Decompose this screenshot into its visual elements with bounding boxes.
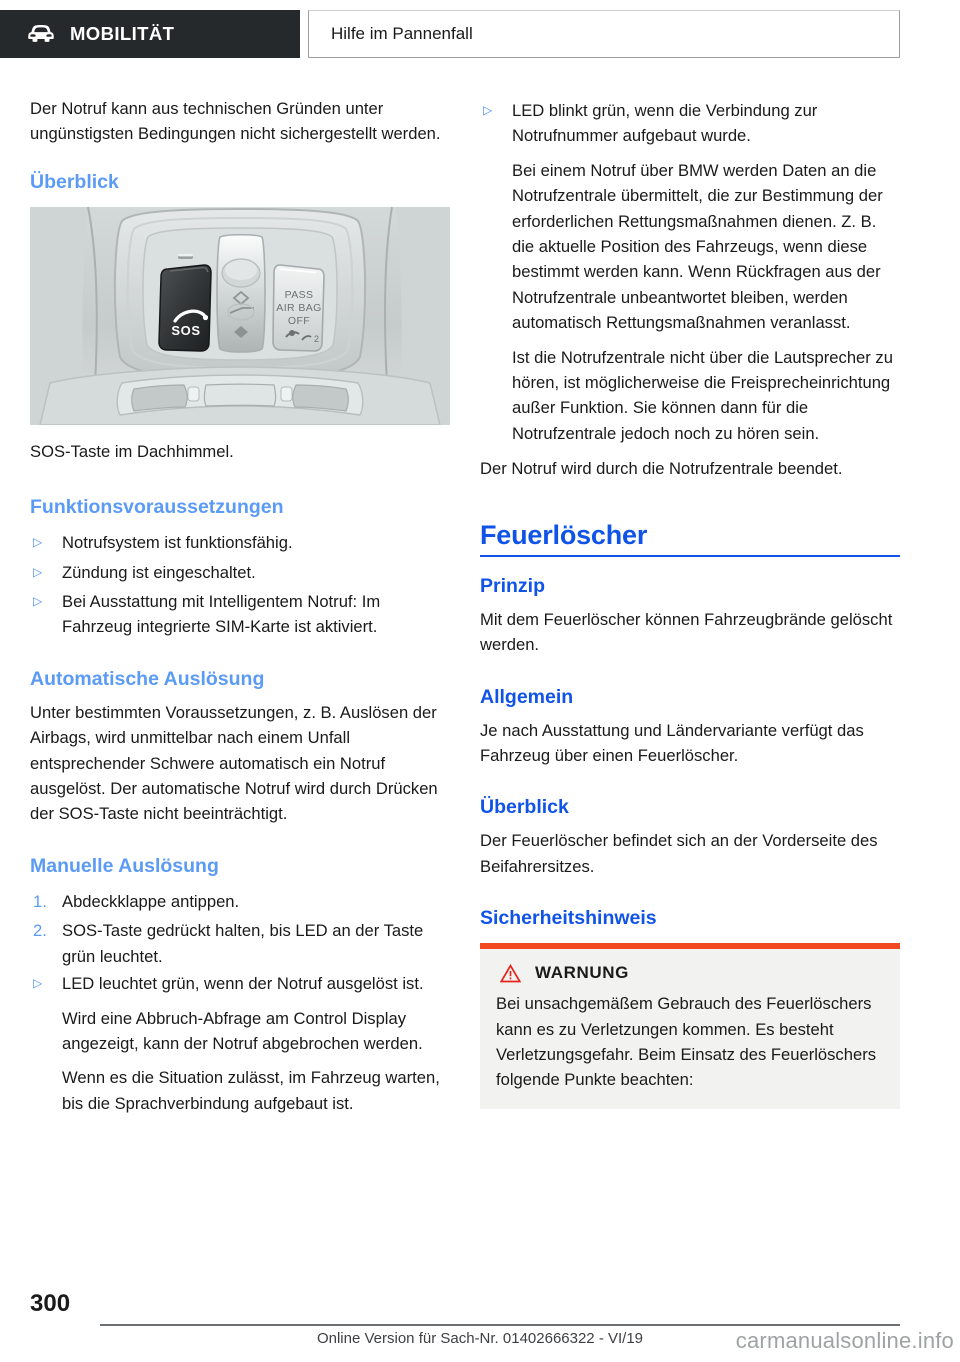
closing-paragraph: Der Notruf wird durch die Notrufzentrale beendet. — [480, 459, 843, 479]
prerequisites-list — [30, 530, 450, 640]
automatic-paragraph: Unter bestimmten Voraussetzungen, z. B. Auslösen der Airbags, wird unmittelbar nach einem Unfall entsprechender Schwere automatisch ein Notruf ausgelöst. Der automatische Notruf wird durch Drücken der SOS-Taste nicht beeinträchtigt. — [30, 702, 438, 824]
list-item — [480, 98, 900, 149]
sos-button-label: SOS — [171, 322, 201, 338]
list-item-text: Abdeckklappe antippen. — [62, 891, 240, 911]
list-item — [30, 530, 450, 555]
list-item-text: LED leuchtet grün, wenn der Notruf ausgelöst ist. — [62, 974, 424, 994]
list-item — [30, 560, 450, 585]
passenger-airbag-label-line3: OFF — [287, 314, 311, 327]
heading-prinzip: Prinzip — [480, 574, 546, 597]
list-item-text: Bei einem Notruf über BMW werden Daten an die Notrufzentrale übermittelt, die zur Bestimmung der erforderlichen Rettungsmaßnahmen dienen. Z. B. die aktuelle Position des Fahrzeugs, wenn diese bestimmt werden kann. Wenn Rückfragen aus der Notrufzentrale unbeantwortet bleiben, werden automatisch Rettungsmaßnahmen veranlasst. — [512, 160, 883, 333]
list-item — [30, 1065, 450, 1116]
passenger-airbag-label-line2: AIR BAG — [276, 301, 322, 314]
general-paragraph: Je nach Ausstattung und Ländervariante verfügt das Fahrzeug über einen Feuerlöscher. — [480, 720, 864, 765]
figure-sos-taste — [30, 207, 450, 425]
triangle-bullet-icon: ▷ — [33, 564, 43, 579]
list-item — [480, 158, 900, 336]
warning-title: WARNUNG — [535, 963, 629, 983]
chapter-heading-feuerloescher: Feuerlöscher — [480, 519, 648, 550]
heading-automatische-ausloesung: Automatische Auslösung — [30, 667, 265, 690]
intro-paragraph: Der Notruf kann aus technischen Gründen unter ungünstigsten Bedingungen nicht sichergestellt werden. — [30, 99, 441, 144]
heading-sicherheitshinweis: Sicherheitshinweis — [480, 907, 657, 930]
right-column — [480, 96, 900, 1109]
list-item-number: 2. — [33, 921, 47, 941]
page-number: 300 — [30, 1290, 71, 1317]
list-item-text: Wird eine Abbruch-Abfrage am Control Display angezeigt, kann der Notruf abgebrochen werden. — [62, 1008, 423, 1053]
list-item — [30, 971, 450, 996]
list-item-text: Notrufsystem ist funktionsfähig. — [62, 533, 293, 553]
list-item — [30, 1006, 450, 1057]
warning-triangle-icon — [500, 964, 521, 983]
heading-ueberblick-left: Überblick — [30, 170, 119, 193]
triangle-bullet-icon: ▷ — [33, 976, 43, 991]
heading-manuelle-ausloesung: Manuelle Auslösung — [30, 854, 219, 877]
list-item-text: SOS-Taste gedrückt halten, bis LED an der Taste grün leuchtet. — [62, 921, 424, 966]
header-spacer — [300, 10, 308, 58]
triangle-bullet-icon: ▷ — [483, 103, 493, 117]
heading-ueberblick-right: Überblick — [480, 796, 569, 819]
list-item — [30, 589, 450, 640]
overview-paragraph: Der Feuerlöscher befindet sich an der Vorderseite des Beifahrersitzes. — [480, 831, 878, 876]
topic-tab[interactable] — [308, 10, 900, 58]
list-item — [30, 889, 450, 914]
heading-funktionsvoraussetzungen: Funktionsvoraussetzungen — [30, 496, 284, 519]
list-item — [480, 345, 900, 447]
warning-text: Bei unsachgemäßem Gebrauch des Feuerlöschers kann es zu Verletzungen kommen. Es besteht Verletzungsgefahr. Beim Einsatz des Feuerlöschers folgende Punkte beachten: — [496, 994, 877, 1090]
list-item-text: Zündung ist eingeschaltet. — [62, 562, 256, 582]
figure-caption: SOS-Taste im Dachhimmel. — [30, 441, 234, 461]
page-content — [0, 96, 960, 1256]
car-front-icon — [26, 23, 56, 45]
list-item-number: 1. — [33, 891, 47, 911]
left-column — [30, 96, 450, 1116]
topic-tab-label: Hilfe im Pannenfall — [331, 24, 473, 43]
svg-text:2: 2 — [314, 333, 320, 344]
manual-steps-list — [30, 889, 450, 969]
warning-header — [496, 963, 884, 983]
principle-paragraph: Mit dem Feuerlöscher können Fahrzeugbrände gelöscht werden. — [480, 609, 893, 655]
page-footer — [0, 1290, 960, 1362]
section-tab-label: MOBILITÄT — [70, 23, 175, 44]
watermark: carmanualsonline.info — [735, 1328, 954, 1353]
triangle-bullet-icon: ▷ — [33, 535, 43, 550]
list-item — [30, 918, 450, 969]
warning-box — [480, 943, 900, 1109]
list-item-text: Wenn es die Situation zulässt, im Fahrzeug warten, bis die Sprachverbindung aufgebaut ist. — [62, 1068, 440, 1113]
triangle-bullet-icon: ▷ — [33, 594, 43, 609]
list-item-text: LED blinkt grün, wenn die Verbindung zur Notrufnummer aufgebaut wurde. — [512, 101, 818, 146]
heading-allgemein: Allgemein — [480, 685, 574, 708]
section-tab-mobilitaet[interactable] — [0, 10, 300, 58]
passenger-airbag-label-line1: PASS — [284, 288, 314, 301]
list-item-text: Ist die Notrufzentrale nicht über die Lautsprecher zu hören, ist möglicherweise die Freisprecheinrichtung außer Funktion. Sie können dann für die Notrufzentrale jedoch noch zu hören sein. — [512, 347, 893, 443]
right-notes-list — [480, 98, 900, 446]
page-header — [0, 10, 960, 58]
sos-console-illustration — [30, 207, 450, 425]
manual-notes-list — [30, 971, 450, 1116]
list-item-text: Bei Ausstattung mit Intelligentem Notruf: Im Fahrzeug integrierte SIM-Karte ist aktiviert. — [62, 592, 381, 637]
footer-divider — [100, 1324, 900, 1326]
footer-note: Online Version für Sach-Nr. 01402666322 - VI/19 — [316, 1330, 644, 1347]
